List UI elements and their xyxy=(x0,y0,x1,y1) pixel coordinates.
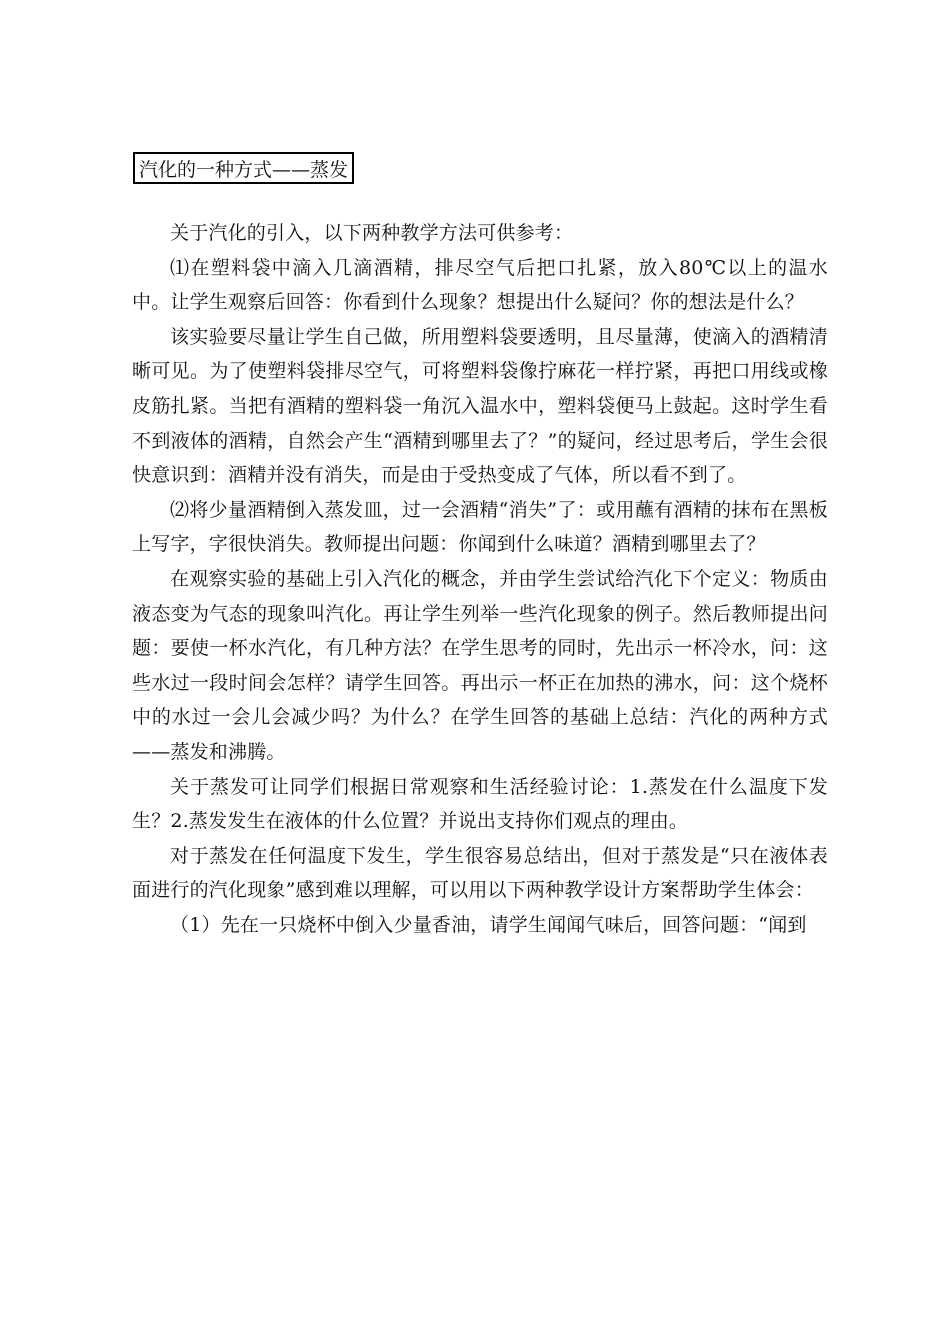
paragraph-method-1: ⑴在塑料袋中滴入几滴酒精，排尽空气后把口扎紧，放入80℃以上的温水中。让学生观察后回答：你看到什么现象？想提出什么疑问？你的想法是什么？ xyxy=(132,256,828,314)
paragraph-discussion: 关于蒸发可让同学们根据日常观察和生活经验讨论：1.蒸发在什么温度下发生？2.蒸发发生在液体的什么位置？并说出支持你们观点的理由。 xyxy=(132,775,828,833)
body-text xyxy=(132,216,828,942)
paragraph-design-1: （1）先在一只烧杯中倒入少量香油，请学生闻闻气味后，回答问题：“闻到 xyxy=(170,913,807,936)
paragraph-intro: 关于汽化的引入，以下两种教学方法可供参考： xyxy=(170,222,574,244)
paragraph-difficulty: 对于蒸发在任何温度下发生，学生很容易总结出，但对于蒸发是“只在液体表面进行的汽化现象”感到难以理解，可以用以下两种教学设计方案帮助学生体会： xyxy=(132,844,828,902)
paragraph-method-1-detail: 该实验要尽量让学生自己做，所用塑料袋要透明，且尽量薄，使滴入的酒精清晰可见。为了使塑料袋排尽空气，可将塑料袋像拧麻花一样拧紧，再把口用线或橡皮筋扎紧。当把有酒精的塑料袋一角沉入温水中，塑料袋便马上鼓起。这时学生看不到液体的酒精，自然会产生“酒精到哪里去了？”的疑问，经过思考后，学生会很快意识到：酒精并没有消失，而是由于受热变成了气体，所以看不到了。 xyxy=(132,325,828,487)
paragraph-concept: 在观察实验的基础上引入汽化的概念，并由学生尝试给汽化下个定义：物质由液态变为气态的现象叫汽化。再让学生列举一些汽化现象的例子。然后教师提出问题：要使一杯水汽化，有几种方法？在学生思考的同时，先出示一杯冷水，问：这些水过一段时间会怎样？请学生回答。再出示一杯正在加热的沸水，问：这个烧杯中的水过一会儿会减少吗？为什么？在学生回答的基础上总结：汽化的两种方式——蒸发和沸腾。 xyxy=(132,567,828,763)
section-title: 汽化的一种方式——蒸发 xyxy=(133,152,354,184)
paragraph-method-2: ⑵将少量酒精倒入蒸发皿，过一会酒精“消失”了：或用蘸有酒精的抹布在黑板上写字，字很快消失。教师提出问题：你闻到什么味道？酒精到哪里去了？ xyxy=(132,498,828,556)
